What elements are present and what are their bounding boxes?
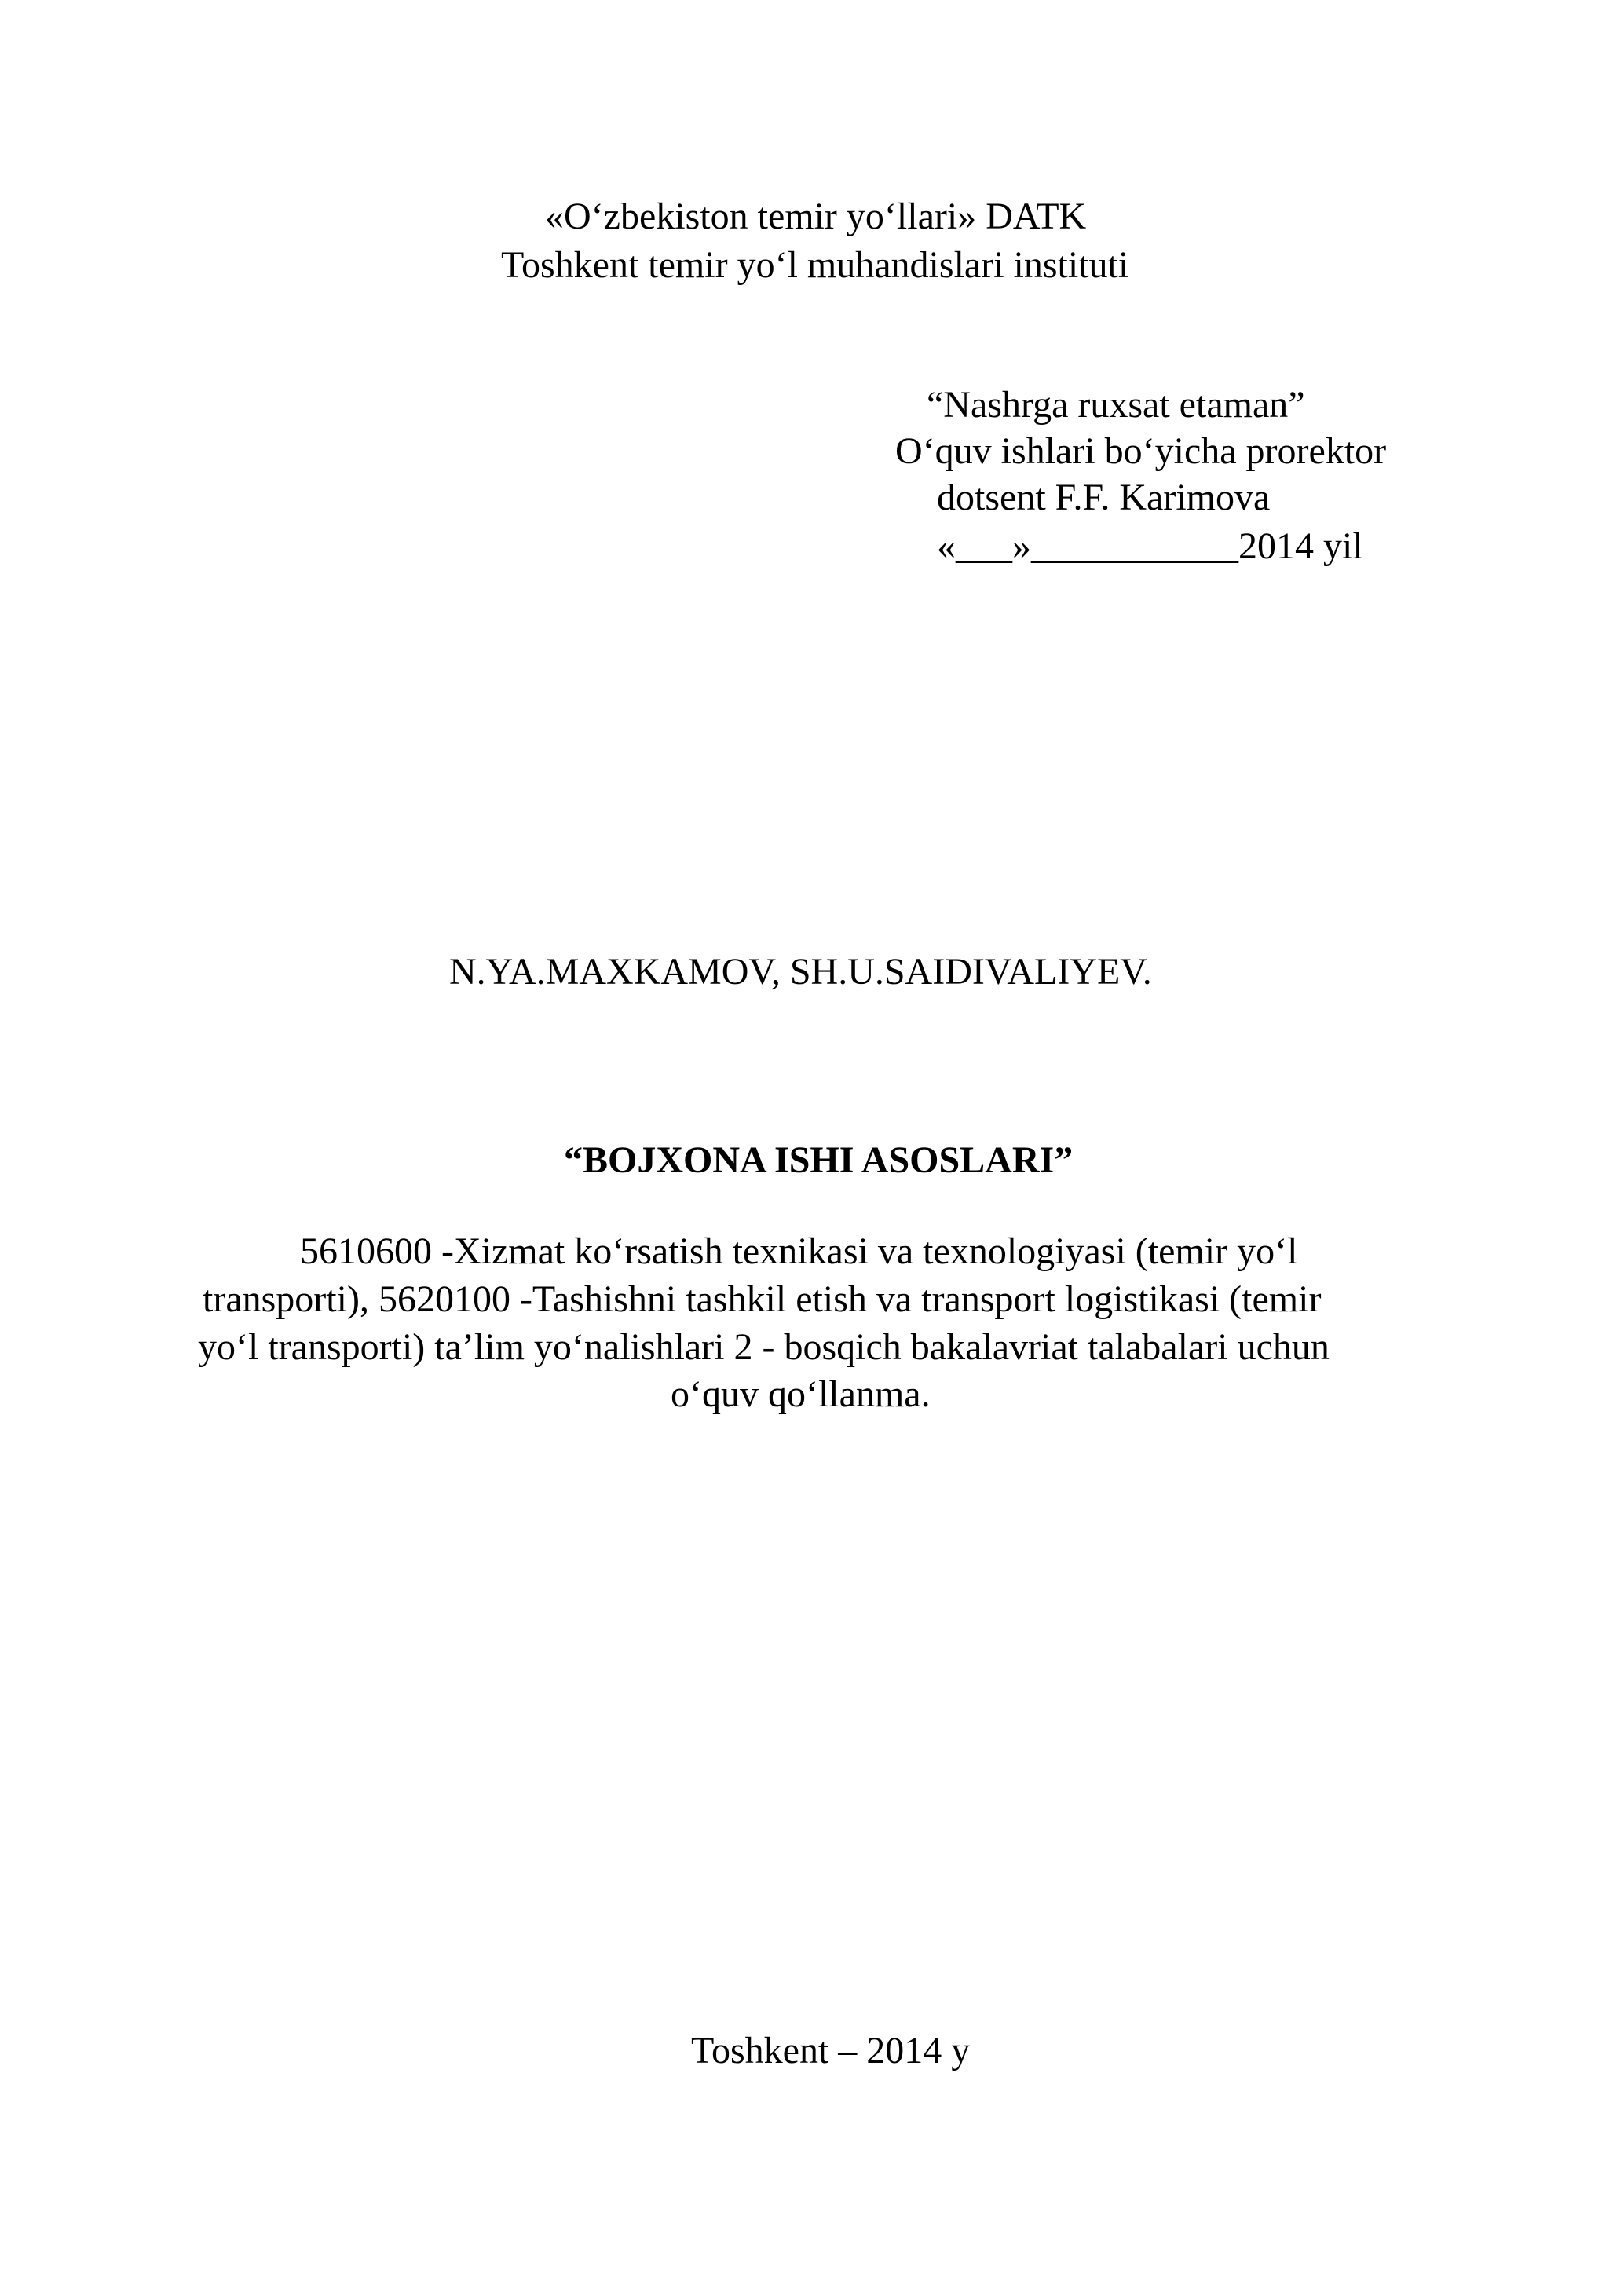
authors: N.YA.MAXKAMOV, SH.U.SAIDIVALIYEV.	[449, 951, 1152, 993]
institute-line: Toshkent temir yo‘l muhandislari instituti	[501, 244, 1129, 286]
place-year: Toshkent – 2014 y	[691, 2030, 971, 2071]
description-line-4: o‘quv qo‘llanma.	[671, 1373, 931, 1415]
approval-title: “Nashrga ruxsat etaman”	[927, 384, 1305, 426]
approval-person: dotsent F.F. Karimova	[937, 477, 1271, 518]
book-title: “BOJXONA ISHI ASOSLARI”	[564, 1139, 1074, 1181]
organization-line: «O‘zbekiston temir yo‘llari» DATK	[545, 196, 1087, 237]
description-line-3: yo‘l transporti) ta’lim yo‘nalishlari 2 - bosqich bakalavriat talabalari uchun	[198, 1326, 1330, 1368]
approval-position: O‘quv ishlari bo‘yicha prorektor	[895, 430, 1387, 472]
description-line-1: 5610600 -Xizmat ko‘rsatish texnikasi va texnologiyasi (temir yo‘l	[300, 1230, 1298, 1272]
description-line-2: transporti), 5620100 -Tashishni tashkil etish va transport logistikasi (temir	[203, 1278, 1322, 1320]
approval-date-line: «___»___________2014 yil	[937, 525, 1363, 567]
